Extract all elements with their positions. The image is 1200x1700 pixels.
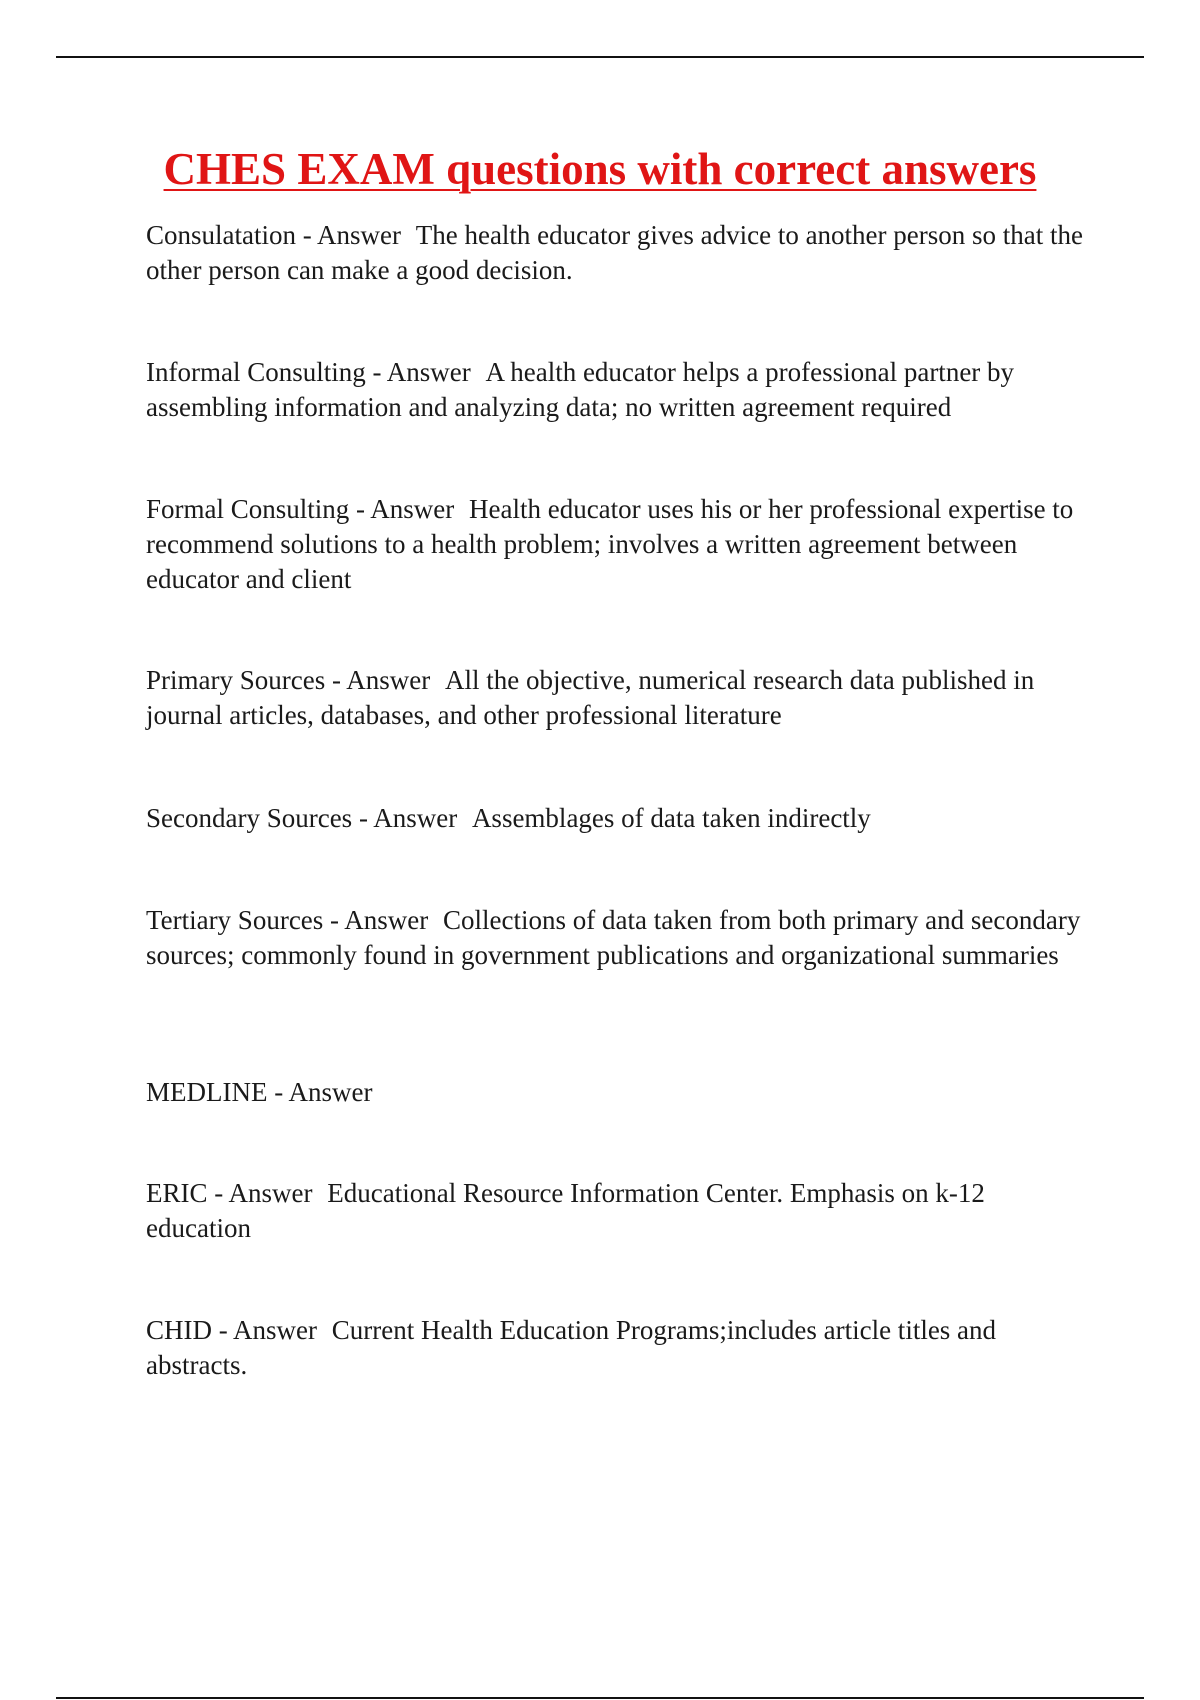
entry-separator: - Answer [352,803,458,833]
qa-entry-eric [146,1176,1086,1246]
entry-term: Formal Consulting [146,494,350,524]
entry-answer: A health educator helps a professional partner by assembling information and analyzing data; no written agreement required [146,357,1015,422]
entry-answer: Assemblages of data taken indirectly [471,803,871,833]
entry-answer: Collections of data taken from both primary and secondary sources; commonly found in government publications and organizational summaries [146,905,1081,970]
entry-answer: Current Health Education Programs;includes article titles and abstracts. [146,1315,997,1380]
qa-entry-formal-consulting [146,492,1086,597]
qa-entry-secondary-sources [146,801,1086,836]
entry-separator: - Answer [325,665,431,695]
qa-entry-chid [146,1313,1086,1383]
qa-entry-informal-consulting [146,355,1086,425]
entry-term: CHID [146,1315,212,1345]
entry-separator: - Answer [349,494,455,524]
entry-term: Informal Consulting [146,357,366,387]
bottom-rule [56,1697,1144,1699]
entry-separator: - Answer [365,357,471,387]
entry-term: Secondary Sources [146,803,353,833]
entry-term: Consulatation [146,220,296,250]
qa-entry-primary-sources [146,663,1086,733]
qa-entry-medline [146,1075,1086,1110]
qa-entry-tertiary-sources [146,903,1086,973]
document-title: CHES EXAM questions with correct answers [163,144,1037,194]
entry-separator: - Answer [207,1178,313,1208]
entry-answer: Educational Resource Information Center. Emphasis on k-12 education [146,1178,985,1243]
qa-entry-consultation [146,218,1086,288]
entry-term: Tertiary Sources [146,905,324,935]
entry-separator: - Answer [296,220,401,250]
entry-separator: - Answer [323,905,429,935]
entry-term: Primary Sources [146,665,326,695]
entry-answer: The health educator gives advice to another person so that the other person can make a good decision. [146,220,1083,285]
entry-answer: Health educator uses his or her professional expertise to recommend solutions to a health problem; involves a written agreement between educator and client [146,494,1074,594]
entry-separator: - Answer [212,1315,317,1345]
entry-separator: - Answer [267,1077,373,1107]
top-rule [56,56,1144,58]
entry-term: MEDLINE [146,1077,268,1107]
entry-term: ERIC [146,1178,208,1208]
entry-answer: All the objective, numerical research data published in journal articles, databases, and other professional literature [146,665,1035,730]
